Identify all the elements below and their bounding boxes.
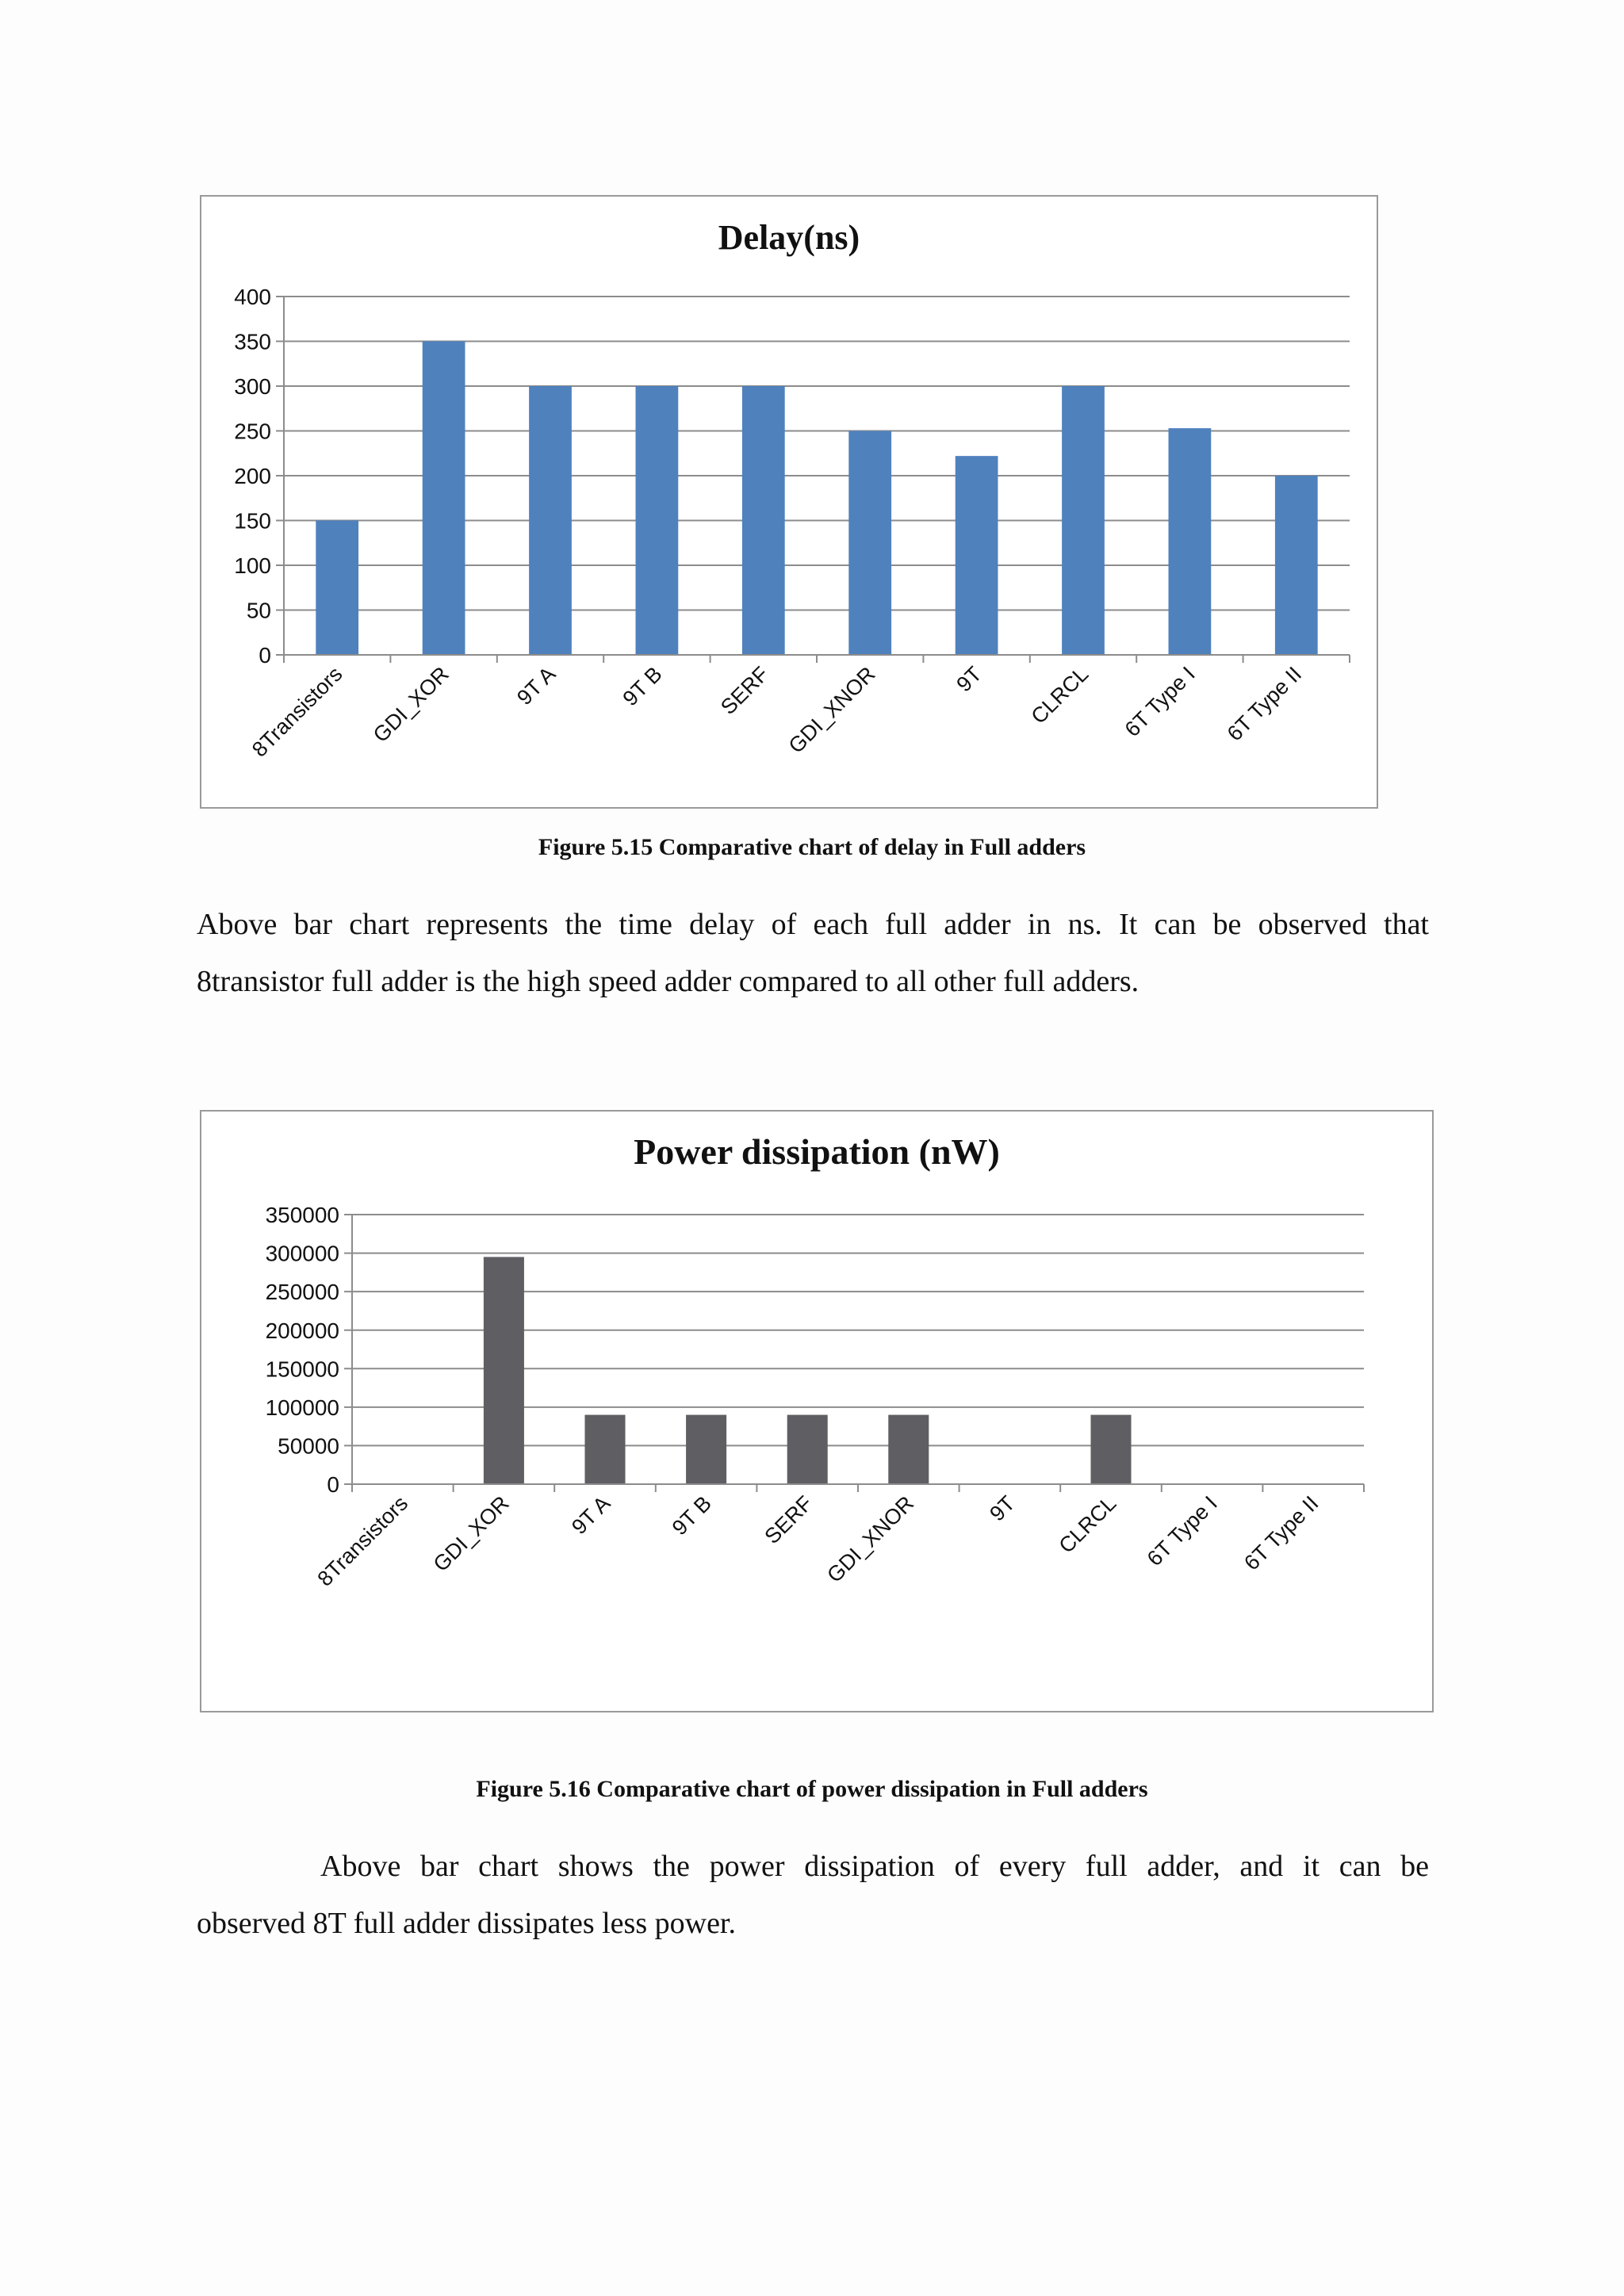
y-tick-label: 300000: [265, 1241, 339, 1266]
x-category-label: 9T: [952, 662, 986, 697]
paragraph-line: observed 8T full adder dissipates less power.: [197, 1907, 736, 1940]
x-category-label: 8Transistors: [312, 1491, 413, 1591]
x-category-label: 9T A: [512, 662, 561, 710]
y-tick-label: 400: [234, 285, 271, 310]
bar: [1062, 386, 1105, 655]
bar: [529, 386, 572, 655]
bar: [584, 1415, 625, 1484]
y-tick-label: 200: [234, 464, 271, 489]
power-chart: [200, 1110, 1434, 1712]
bar: [787, 1415, 828, 1484]
x-category-label: 9T B: [618, 662, 667, 711]
delay-chart: [200, 195, 1378, 809]
x-category-label: 9T B: [667, 1491, 716, 1540]
y-tick-label: 250: [234, 419, 271, 444]
x-category-label: GDI_XOR: [368, 662, 454, 748]
y-tick-label: 300: [234, 374, 271, 400]
power-chart-plot: [201, 1112, 1435, 1714]
x-category-label: 6T Type I: [1142, 1491, 1222, 1571]
delay-chart-title: Delay(ns): [718, 218, 860, 257]
bar: [484, 1257, 524, 1484]
x-category-label: SERF: [760, 1491, 818, 1549]
bar: [888, 1415, 929, 1484]
figure-5-16-caption: Figure 5.16 Comparative chart of power dissipation in Full adders: [476, 1776, 1148, 1802]
paragraph-line: Above bar chart represents the time delay of each full adder in ns. It can be observed that: [197, 908, 1429, 941]
y-tick-label: 100000: [265, 1395, 339, 1420]
figure-5-15-paragraph: [197, 896, 1429, 1010]
figure-5-15-caption: Figure 5.15 Comparative chart of delay in Full adders: [538, 834, 1086, 860]
bar: [1169, 428, 1212, 655]
y-tick-label: 350000: [265, 1203, 339, 1228]
y-tick-label: 200000: [265, 1318, 339, 1343]
y-tick-label: 50: [246, 598, 271, 623]
figure-5-16-paragraph: [197, 1838, 1429, 1952]
x-category-label: 9T A: [567, 1491, 615, 1540]
x-category-label: GDI_XNOR: [783, 662, 880, 758]
paragraph-line: 8transistor full adder is the high speed adder compared to all other full adders.: [197, 965, 1139, 998]
delay-chart-plot: [201, 197, 1380, 810]
x-category-label: 6T Type II: [1222, 662, 1307, 746]
bar: [1090, 1415, 1131, 1484]
x-category-label: 6T Type I: [1120, 662, 1200, 742]
bar: [423, 342, 465, 656]
bar: [316, 521, 358, 656]
x-category-label: CLRCL: [1026, 662, 1094, 729]
y-tick-label: 350: [234, 329, 271, 354]
bar: [1275, 476, 1318, 655]
x-category-label: 6T Type II: [1239, 1491, 1323, 1575]
bar: [636, 386, 679, 655]
y-tick-label: 0: [259, 643, 271, 668]
bar: [848, 431, 891, 656]
x-category-label: 8Transistors: [247, 662, 347, 762]
bar: [686, 1415, 726, 1484]
y-tick-label: 250000: [265, 1280, 339, 1305]
y-tick-label: 0: [327, 1472, 339, 1498]
x-category-label: CLRCL: [1054, 1491, 1121, 1558]
x-category-label: 9T: [985, 1491, 1020, 1526]
bar: [956, 456, 998, 655]
x-category-label: SERF: [716, 662, 774, 720]
paragraph-line: Above bar chart shows the power dissipation of every full adder, and it can be: [320, 1850, 1429, 1883]
bar: [742, 386, 785, 655]
x-category-label: GDI_XNOR: [822, 1491, 919, 1587]
x-category-label: GDI_XOR: [428, 1491, 514, 1577]
y-tick-label: 50000: [278, 1433, 339, 1459]
y-tick-label: 100: [234, 553, 271, 579]
power-chart-title: Power dissipation (nW): [634, 1131, 1000, 1172]
y-tick-label: 150000: [265, 1357, 339, 1382]
y-tick-label: 150: [234, 508, 271, 534]
